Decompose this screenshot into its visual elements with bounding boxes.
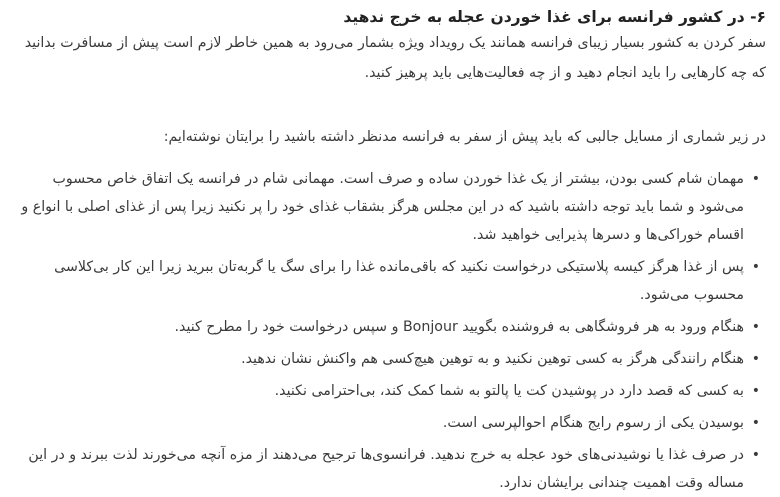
list-item: [10, 345, 760, 373]
list-item: [10, 313, 760, 341]
intro-paragraph: سفر کردن به کشور بسیار زیبای فرانسه همانند یک رویداد ویژه بشمار می‌رود به همین خاطر لازم است پیش از مسافرت بدانید که چه کارهایی را باید انجام دهید و از چه فعالیت‌هایی باید پرهیز کنید.: [24, 35, 766, 81]
list-intro: در زیر شماری از مسایل جالبی که باید پیش از سفر به فرانسه مدنظر داشته باشید را برایتان نوشته‌ایم:: [163, 129, 766, 145]
list-item: [10, 253, 760, 309]
list-item: [10, 441, 760, 497]
list-item-text: هنگام رانندگی هرگز به کسی توهین نکنید و به توهین هیچ‌کسی هم واکنش نشان ندهید.: [241, 351, 744, 367]
list-item-text: پس از غذا هرگز کیسه پلاستیکی درخواست نکنید که باقی‌مانده غذا را برای سگ یا گربه‌تان ببرید زیرا این کار بی‌کلاسی محسوب می‌شود.: [54, 259, 744, 303]
bullet-icon: •: [751, 171, 760, 187]
list-item-text: به کسی که قصد دارد در پوشیدن کت یا پالتو به شما کمک کند، بی‌احترامی نکنید.: [274, 383, 744, 399]
list-item-text: هنگام ورود به هر فروشگاهی به فروشنده بگویید Bonjour و سپس درخواست خود را مطرح کنید.: [174, 319, 744, 335]
bullet-icon: •: [751, 383, 760, 399]
list-item: [10, 377, 760, 405]
list-item: [10, 409, 760, 437]
list-item-text: در صرف غذا یا نوشیدنی‌های خود عجله به خرج ندهید. فرانسوی‌ها ترجیح می‌دهند از مزه آنچه می‌خورند لذت ببرند و در این مساله وقت اهمیت چندانی برایشان ندارد.: [28, 447, 744, 491]
bullet-icon: •: [751, 259, 760, 275]
bullet-icon: •: [751, 319, 760, 335]
list-item-text: مهمان شام کسی بودن، بیشتر از یک غذا خوردن ساده و صرف است. مهمانی شام در فرانسه یک اتفاق خاص محسوب می‌شود و شما باید توجه داشته باشید که در این مجلس هرگز بشقاب غذای خود را پر نکنید زیرا پس از غذای اصلی با انواع و اقسام خوراکی‌ها و دسرها پذیرایی خواهید شد.: [21, 171, 744, 243]
bullet-icon: •: [751, 447, 760, 463]
bullet-icon: •: [751, 415, 760, 431]
tips-list: [10, 165, 766, 497]
list-item-text: بوسیدن یکی از رسوم رایج هنگام احوالپرسی است.: [442, 415, 744, 431]
list-item: [10, 165, 760, 249]
bullet-icon: •: [751, 351, 760, 367]
section-heading: ۶- در کشور فرانسه برای غذا خوردن عجله به خرج ندهید: [343, 8, 766, 26]
